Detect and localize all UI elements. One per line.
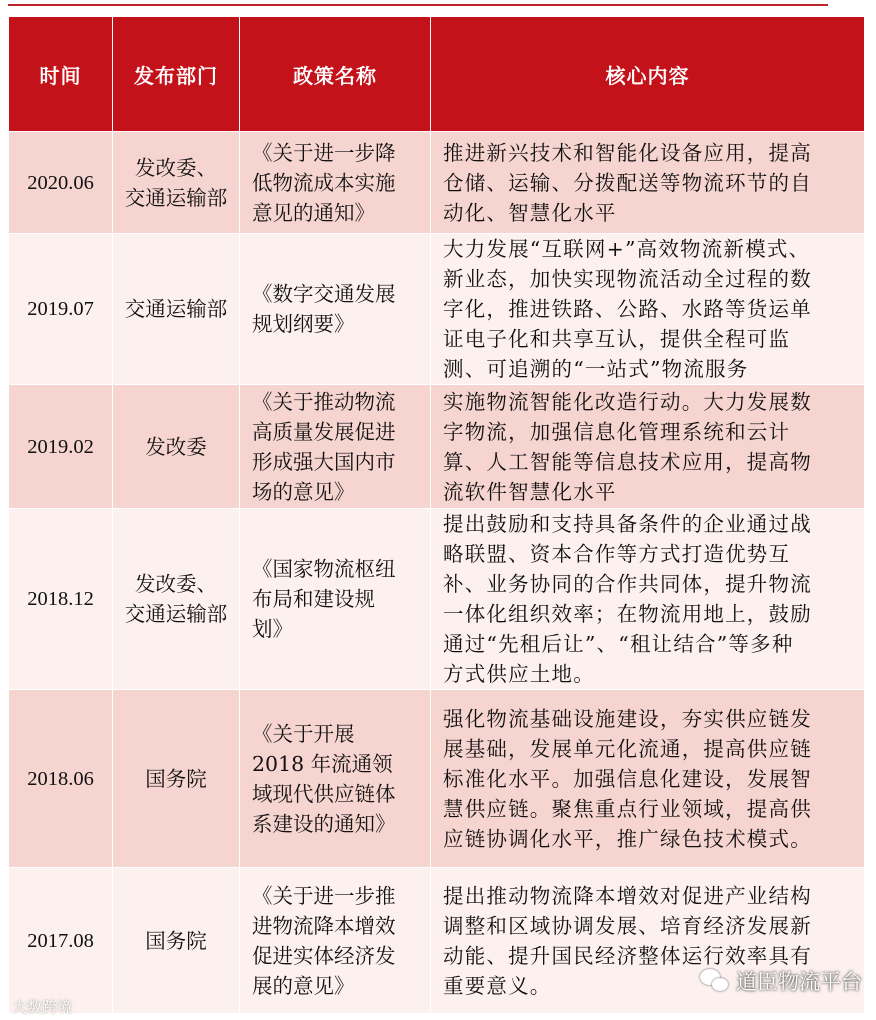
table-row bbox=[9, 132, 865, 234]
policy-table bbox=[8, 16, 865, 1014]
cell-policy: 《关于推动物流 高质量发展促进 形成强大国内市 场的意见》 bbox=[240, 385, 431, 509]
header-row bbox=[9, 17, 865, 132]
cell-dept: 国务院 bbox=[113, 868, 240, 1014]
cell-dept: 发改委、 交通运输部 bbox=[113, 132, 240, 234]
top-rule bbox=[8, 4, 828, 6]
header-dept: 发布部门 bbox=[113, 17, 240, 132]
cell-date: 2017.08 bbox=[9, 868, 113, 1014]
cell-date: 2018.06 bbox=[9, 690, 113, 868]
cell-content: 推进新兴技术和智能化设备应用，提高 仓储、运输、分拨配送等物流环节的自 动化、智慧化水平 bbox=[431, 132, 865, 234]
cell-date: 2020.06 bbox=[9, 132, 113, 234]
cell-content: 大力发展“互联网+”高效物流新模式、 新业态，加快实现物流活动全过程的数 字化，推进铁路、公路、水路等货运单 证电子化和共享互认，提供全程可监 测、可追溯的“一站式”物流服务 bbox=[431, 234, 865, 385]
cell-dept: 发改委、 交通运输部 bbox=[113, 509, 240, 690]
cell-content: 提出鼓励和支持具备条件的企业通过战 略联盟、资本合作等方式打造优势互 补、业务协同的合作共同体，提升物流 一体化组织效率；在物流用地上，鼓励 通过“先租后让”、“租让结合”等多种 方式供应土地。 bbox=[431, 509, 865, 690]
watermark bbox=[700, 966, 862, 996]
cell-content: 实施物流智能化改造行动。大力发展数 字物流，加强信息化管理系统和云计 算、人工智能等信息技术应用，提高物 流软件智慧化水平 bbox=[431, 385, 865, 509]
cell-policy: 《数字交通发展 规划纲要》 bbox=[240, 234, 431, 385]
cell-policy: 《关于进一步推 进物流降本增效 促进实体经济发 展的意见》 bbox=[240, 868, 431, 1014]
table-row bbox=[9, 690, 865, 868]
table-row bbox=[9, 509, 865, 690]
header-date: 时间 bbox=[9, 17, 113, 132]
table-body bbox=[9, 132, 865, 1014]
cell-dept: 交通运输部 bbox=[113, 234, 240, 385]
watermark-text: 道臣物流平台 bbox=[736, 970, 862, 994]
wechat-icon bbox=[700, 969, 730, 993]
header-content: 核心内容 bbox=[431, 17, 865, 132]
cell-policy: 《关于开展 2018 年流通领 域现代供应链体 系建设的通知》 bbox=[240, 690, 431, 868]
cell-content: 提出推动物流降本增效对促进产业结构 调整和区域协调发展、培育经济发展新 动能、提升国民经济整体运行效率具有 重要意义。 bbox=[431, 868, 865, 1014]
cell-content: 强化物流基础设施建设，夯实供应链发 展基础，发展单元化流通，提高供应链 标准化水平。加强信息化建设，发展智 慧供应链。聚焦重点行业领域，提高供 应链协调化水平，推广绿色技术模式。 bbox=[431, 690, 865, 868]
table-row bbox=[9, 385, 865, 509]
cell-dept: 发改委 bbox=[113, 385, 240, 509]
table-row bbox=[9, 234, 865, 385]
header-policy: 政策名称 bbox=[240, 17, 431, 132]
table-header bbox=[9, 17, 865, 132]
cell-dept: 国务院 bbox=[113, 690, 240, 868]
corner-watermark: 大数跨境 bbox=[12, 998, 73, 1016]
cell-policy: 《国家物流枢纽 布局和建设规 划》 bbox=[240, 509, 431, 690]
cell-date: 2019.07 bbox=[9, 234, 113, 385]
cell-policy: 《关于进一步降 低物流成本实施 意见的通知》 bbox=[240, 132, 431, 234]
cell-date: 2019.02 bbox=[9, 385, 113, 509]
cell-date: 2018.12 bbox=[9, 509, 113, 690]
